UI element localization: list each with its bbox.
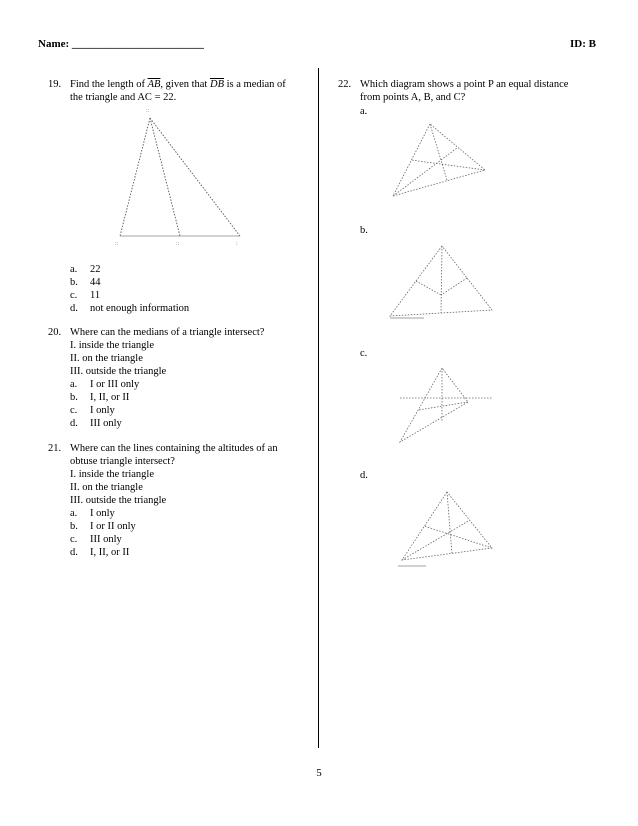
choice-d-label[interactable]: d. xyxy=(360,470,368,481)
q20-options xyxy=(70,378,270,430)
answer-option[interactable]: c. 11 xyxy=(70,290,101,301)
test-id-label: ID: B xyxy=(570,38,596,50)
answer-option[interactable]: a. I only xyxy=(70,508,115,519)
q21-options xyxy=(70,507,270,559)
segment-db: $\overline{DB}$ xyxy=(209,79,224,90)
answer-option[interactable]: d. III only xyxy=(70,418,122,429)
question-number: 22. xyxy=(338,79,352,90)
answer-option[interactable]: b. 44 xyxy=(70,277,101,288)
question-text-line: Where can the medians of a triangle intersect? xyxy=(70,327,265,338)
question-text-line: I. inside the triangle xyxy=(70,340,154,351)
question-number: 21. xyxy=(48,443,62,454)
question-text-line: obtuse triangle intersect? xyxy=(70,456,175,467)
answer-option[interactable]: a. I or III only xyxy=(70,379,140,390)
svg-text:::: :: xyxy=(146,108,150,114)
triangle-median-figure xyxy=(108,100,268,250)
svg-text:::: :: xyxy=(176,241,180,247)
segment-ab: $\overline{AB}$ xyxy=(147,79,161,90)
diagram-d-figure[interactable] xyxy=(392,486,502,574)
side-bc xyxy=(150,118,240,236)
answer-option[interactable]: c. III only xyxy=(70,534,122,545)
answer-option[interactable]: b. I, II, or II xyxy=(70,392,130,403)
question-text-line: III. outside the triangle xyxy=(70,366,167,377)
diagram-a-figure[interactable] xyxy=(385,118,495,204)
answer-option[interactable]: b. I or II only xyxy=(70,521,136,532)
question-text-line: I. inside the triangle xyxy=(70,469,154,480)
answer-option[interactable]: a. 22 xyxy=(70,264,101,275)
question-text-line: Where can the lines containing the altitudes of an xyxy=(70,443,278,454)
answer-option[interactable]: c. I only xyxy=(70,405,115,416)
question-text-line: Find the length of $\overline{AB}$, given that $\overline{DB}$ is a median of xyxy=(70,79,286,90)
question-number: 19. xyxy=(48,79,62,90)
question-text-line: from points A, B, and C? xyxy=(360,92,466,103)
question-text-line: III. outside the triangle xyxy=(70,495,167,506)
column-divider xyxy=(318,68,319,748)
question-text-line: II. on the triangle xyxy=(70,353,143,364)
choice-a-label[interactable]: a. xyxy=(360,106,368,117)
diagram-b-figure[interactable] xyxy=(384,240,499,325)
name-field-label: Name: ________________________ xyxy=(38,38,204,50)
answer-option[interactable]: d. I, II, or II xyxy=(70,547,130,558)
diagram-c-figure[interactable] xyxy=(392,362,502,452)
page-number: 5 xyxy=(316,767,322,779)
question-text-line: II. on the triangle xyxy=(70,482,143,493)
side-ab xyxy=(120,118,150,236)
median-bd xyxy=(150,118,180,236)
svg-text:::: :: xyxy=(115,241,119,247)
question-text-line: the triangle and AC = 22. xyxy=(70,92,177,103)
question-number: 20. xyxy=(48,327,62,338)
svg-text::: : xyxy=(236,241,238,247)
q19-options xyxy=(70,263,270,315)
answer-option[interactable]: d. not enough information xyxy=(70,303,190,314)
choice-b-label[interactable]: b. xyxy=(360,225,368,236)
choice-c-label[interactable]: c. xyxy=(360,348,368,359)
question-text-line: Which diagram shows a point P an equal distance xyxy=(360,79,569,90)
